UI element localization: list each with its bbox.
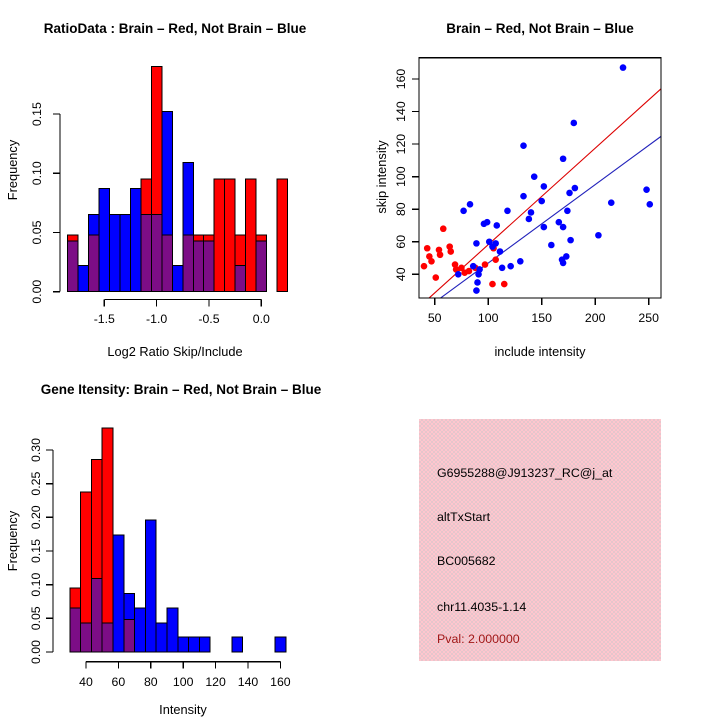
y-tick-label: 120 — [394, 133, 408, 155]
scatter-point-blue — [643, 186, 650, 193]
y-tick-label: 0.10 — [29, 572, 43, 597]
y-tick-label: 0.30 — [29, 438, 43, 462]
hist-bar-blue — [130, 189, 140, 292]
gene-histogram-xlabel: Intensity — [159, 702, 207, 717]
hist-bar-red — [214, 179, 224, 291]
hist-bar-blue — [156, 623, 167, 652]
hist-bar-overlap — [102, 623, 113, 652]
hist-bar-overlap — [68, 241, 78, 292]
hist-bar-overlap — [183, 235, 193, 292]
scatter-point-blue — [517, 258, 524, 265]
x-tick-label: 150 — [531, 311, 552, 325]
scatter-xlabel: include intensity — [494, 344, 586, 359]
y-tick-label: 0.15 — [29, 539, 43, 563]
scatter-point-blue — [595, 232, 602, 239]
x-tick-label: -1.5 — [93, 312, 115, 326]
hist-bar-red — [277, 179, 287, 291]
gene-histogram-plot — [29, 428, 291, 689]
scatter-point-blue — [520, 142, 527, 149]
hist-bar-overlap — [124, 620, 135, 652]
scatter-point-blue — [481, 221, 488, 228]
hist-bar-blue — [78, 266, 88, 292]
scatter-point-blue — [470, 263, 477, 270]
scatter-point-red — [492, 256, 499, 263]
scatter-point-blue — [531, 173, 538, 180]
scatter-point-red — [447, 248, 454, 255]
scatter-point-blue — [499, 264, 506, 271]
event-type-text: altTxStart — [437, 510, 491, 524]
hist-bar-overlap — [151, 215, 161, 292]
x-tick-label: 140 — [237, 675, 259, 689]
scatter-point-blue — [493, 222, 500, 229]
gene-info-box — [419, 419, 661, 661]
scatter-point-blue — [564, 208, 571, 215]
scatter-point-red — [489, 281, 496, 288]
scatter-point-blue — [467, 201, 474, 208]
panel-ratio-histogram — [5, 21, 307, 359]
scatter-point-red — [440, 225, 447, 232]
hist-bar-blue — [189, 637, 200, 652]
probe-id-text: G6955288@J913237_RC@j_at — [437, 466, 613, 480]
ratio-histogram-plot — [30, 67, 287, 326]
scatter-point-blue — [571, 120, 578, 127]
scatter-point-blue — [620, 64, 627, 71]
y-tick-label: 140 — [394, 101, 408, 122]
x-tick-label: 250 — [638, 311, 659, 325]
x-tick-label: 60 — [111, 675, 126, 689]
y-tick-label: 160 — [394, 68, 408, 90]
scatter-point-red — [432, 274, 439, 281]
hist-bar-blue — [232, 637, 243, 652]
hist-bar-blue — [120, 215, 130, 292]
hist-bar-overlap — [193, 241, 203, 292]
hist-bar-blue — [275, 637, 286, 652]
hist-bar-blue — [167, 608, 178, 652]
gene-histogram-ylabel: Frequency — [5, 510, 20, 572]
scatter-point-blue — [608, 199, 615, 206]
scatter-point-blue — [646, 201, 653, 208]
y-tick-label: 100 — [394, 166, 408, 187]
scatter-title: Brain – Red, Not Brain – Blue — [446, 21, 634, 36]
hist-bar-blue — [172, 266, 182, 292]
scatter-point-red — [501, 281, 508, 288]
x-tick-label: 40 — [79, 675, 93, 689]
x-tick-label: 0.0 — [252, 312, 270, 326]
hist-bar-blue — [178, 637, 189, 652]
hist-bar-blue — [135, 608, 146, 652]
scatter-point-blue — [566, 190, 573, 197]
scatter-point-blue — [560, 260, 567, 267]
x-tick-label: 100 — [477, 311, 499, 325]
scatter-point-blue — [473, 287, 480, 294]
scatter-point-blue — [492, 240, 499, 247]
scatter-point-red — [428, 258, 435, 265]
panel-scatter — [374, 21, 661, 359]
hist-bar-overlap — [70, 608, 81, 652]
x-tick-label: 80 — [143, 675, 158, 689]
locus-text: chr11.4035-1.14 — [437, 600, 527, 614]
y-tick-label: 0.05 — [30, 220, 44, 245]
hist-bar-blue — [99, 189, 109, 292]
scatter-point-blue — [455, 271, 462, 278]
y-tick-label: 0.00 — [29, 640, 43, 664]
hist-bar-blue — [199, 637, 210, 652]
scatter-point-red — [424, 245, 431, 252]
scatter-point-blue — [460, 208, 467, 215]
scatter-point-blue — [548, 242, 555, 249]
scatter-point-red — [421, 263, 428, 270]
scatter-ylabel: skip intensity — [374, 140, 389, 214]
scatter-point-red — [437, 251, 444, 258]
hist-bar-blue — [113, 535, 124, 652]
hist-bar-overlap — [256, 241, 266, 292]
x-tick-label: 120 — [205, 675, 226, 689]
y-tick-label: 40 — [394, 267, 408, 282]
scatter-point-blue — [497, 248, 504, 255]
scatter-point-blue — [538, 198, 545, 205]
hist-bar-overlap — [81, 623, 92, 652]
hist-bar-red — [225, 179, 235, 291]
scatter-point-blue — [473, 240, 480, 247]
x-tick-label: -0.5 — [198, 312, 220, 326]
scatter-point-blue — [474, 279, 481, 286]
regression-line-not_brain_fit — [440, 136, 661, 298]
y-tick-label: 0.25 — [29, 471, 43, 496]
hist-bar-red — [102, 428, 113, 652]
scatter-point-blue — [567, 237, 574, 244]
y-tick-label: 0.05 — [29, 606, 43, 631]
hist-bar-red — [246, 179, 256, 291]
pval-text: Pval: 2.000000 — [437, 632, 520, 646]
x-tick-label: 50 — [427, 311, 442, 325]
ratio-histogram-xlabel: Log2 Ratio Skip/Include — [107, 344, 243, 359]
scatter-point-blue — [520, 193, 527, 200]
hist-bar-overlap — [89, 235, 99, 292]
y-tick-label: 0.15 — [30, 102, 44, 127]
scatter-point-blue — [475, 271, 482, 278]
scatter-point-blue — [572, 185, 579, 192]
hist-bar-overlap — [91, 579, 102, 652]
x-tick-label: 160 — [270, 675, 291, 689]
scatter-plot — [394, 58, 661, 325]
scatter-point-blue — [541, 224, 548, 231]
accession-text: BC005682 — [437, 554, 496, 568]
hist-bar-overlap — [235, 266, 245, 292]
hist-bar-overlap — [204, 241, 214, 292]
gene-histogram-title: Gene Itensity: Brain – Red, Not Brain – Blue — [40, 382, 322, 397]
hist-bar-blue — [110, 215, 120, 292]
scatter-point-blue — [528, 209, 535, 216]
scatter-point-red — [482, 261, 489, 268]
hist-bar-overlap — [141, 215, 151, 292]
scatter-point-blue — [560, 155, 567, 162]
y-tick-label: 60 — [394, 234, 408, 249]
x-tick-label: 200 — [584, 311, 606, 325]
hist-bar-overlap — [162, 235, 172, 292]
ratio-histogram-ylabel: Frequency — [5, 139, 20, 201]
scatter-point-blue — [504, 208, 511, 215]
y-tick-label: 0.10 — [30, 161, 44, 186]
scatter-point-blue — [526, 216, 533, 223]
scatter-point-blue — [541, 183, 548, 190]
y-tick-label: 80 — [394, 202, 408, 217]
panel-gene-histogram — [5, 382, 322, 717]
scatter-point-blue — [560, 224, 567, 231]
y-tick-label: 0.20 — [29, 505, 43, 530]
scatter-point-blue — [507, 263, 514, 270]
x-tick-label: -1.0 — [146, 312, 168, 326]
x-tick-label: 100 — [172, 675, 194, 689]
hist-bar-blue — [145, 520, 156, 652]
y-tick-label: 0.00 — [30, 279, 44, 304]
ratio-histogram-title: RatioData : Brain – Red, Not Brain – Blue — [43, 21, 307, 36]
